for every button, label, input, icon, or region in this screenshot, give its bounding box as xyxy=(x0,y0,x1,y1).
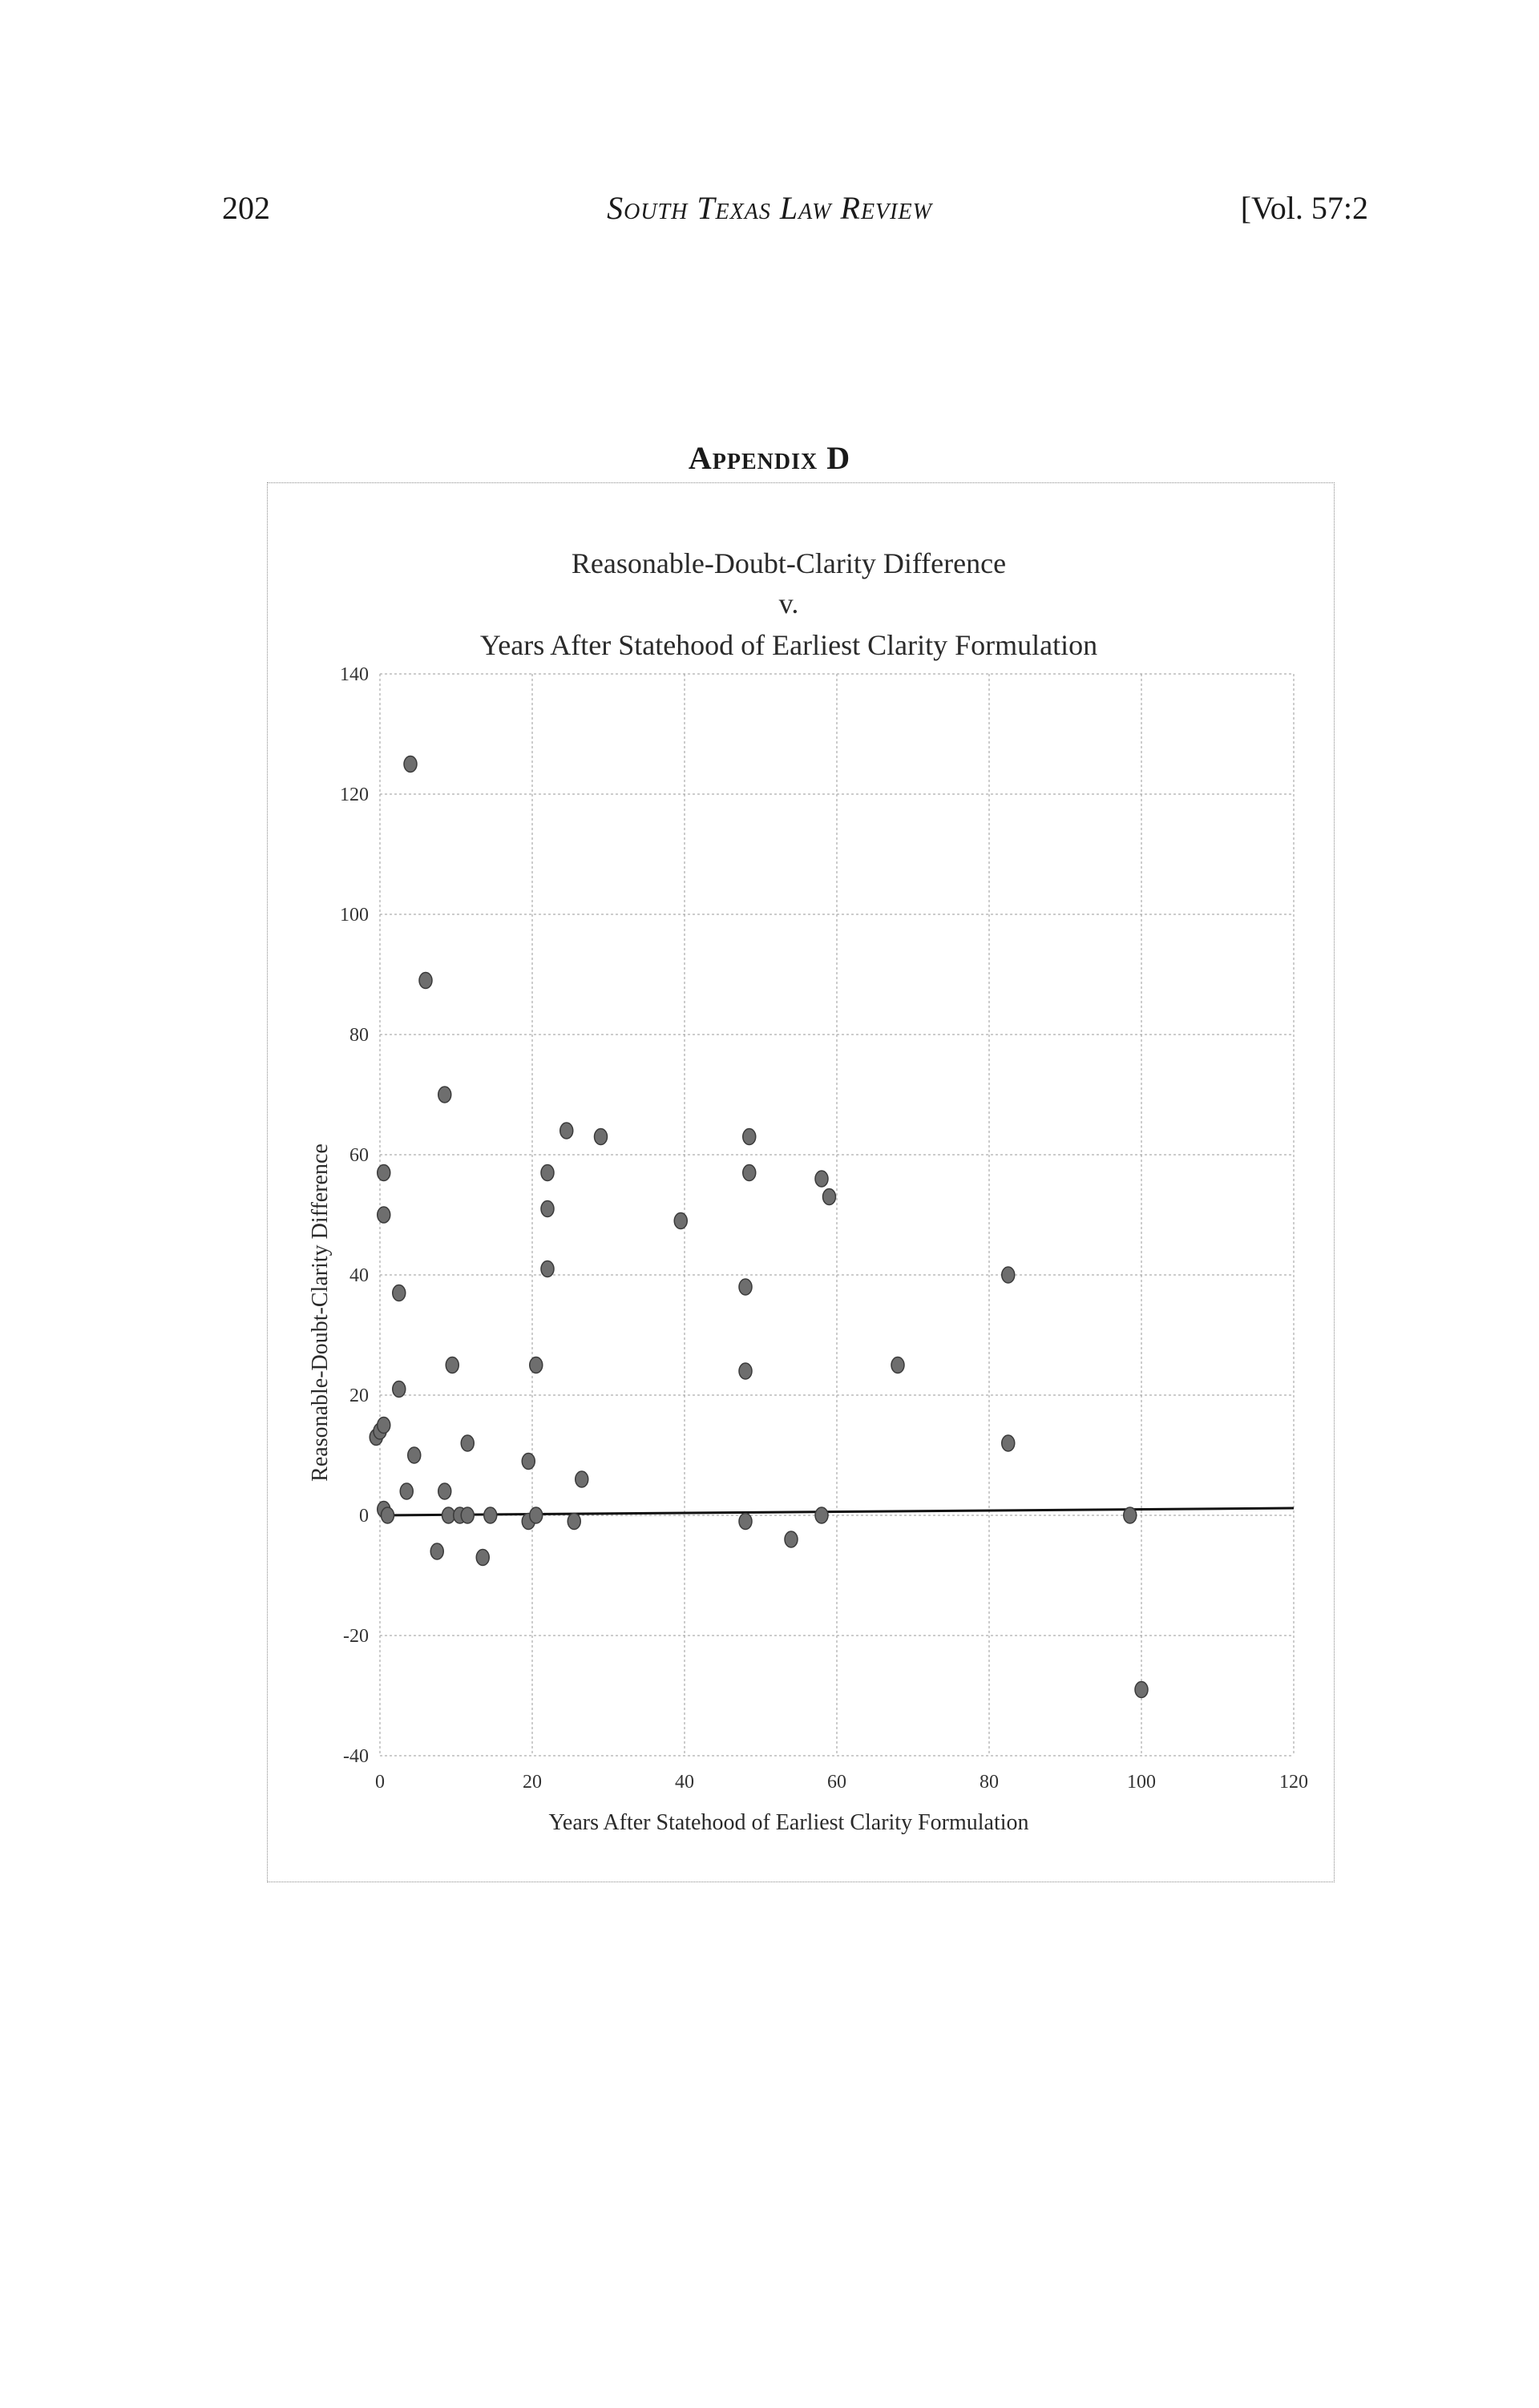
y-tick-label: -20 xyxy=(343,1626,369,1647)
page-number: 202 xyxy=(222,190,270,226)
running-header xyxy=(0,189,1539,237)
y-tick-label: 140 xyxy=(340,664,369,685)
data-point xyxy=(1002,1267,1015,1283)
data-point xyxy=(419,973,432,989)
chart-title-line-3: Years After Statehood of Earliest Clarity Formulation xyxy=(479,629,1098,661)
x-tick-label: 0 xyxy=(375,1772,385,1793)
journal-title: South Texas Law Review xyxy=(607,190,932,226)
data-point xyxy=(430,1543,443,1559)
data-point xyxy=(438,1087,451,1103)
data-point xyxy=(739,1514,752,1530)
scatter-chart xyxy=(268,483,1335,1883)
data-point xyxy=(743,1165,756,1181)
data-point xyxy=(393,1381,406,1398)
data-point xyxy=(891,1357,904,1373)
data-point xyxy=(1002,1435,1015,1451)
data-point xyxy=(404,756,417,772)
x-tick-label: 40 xyxy=(675,1772,694,1793)
data-point xyxy=(743,1129,756,1145)
trendline-layer xyxy=(380,1508,1294,1515)
volume-label: [Vol. 57:2 xyxy=(1240,190,1368,226)
data-point xyxy=(438,1483,451,1499)
data-point xyxy=(400,1483,413,1499)
data-point xyxy=(541,1165,554,1181)
data-point xyxy=(568,1514,580,1530)
y-axis-label: Reasonable-Doubt-Clarity Difference xyxy=(308,1143,333,1482)
data-point xyxy=(560,1123,573,1139)
x-tick-label: 80 xyxy=(980,1772,999,1793)
data-point xyxy=(382,1507,394,1523)
chart-title-line-2: v. xyxy=(778,587,799,619)
y-tick-label: 0 xyxy=(359,1506,369,1527)
y-tick-label: 20 xyxy=(349,1386,369,1406)
y-tick-label: 120 xyxy=(340,785,369,805)
chart-title xyxy=(480,547,1097,661)
chart-title-line-1: Reasonable-Doubt-Clarity Difference xyxy=(571,547,1007,579)
data-point xyxy=(576,1471,588,1487)
data-point xyxy=(461,1507,474,1523)
y-tick-label: 40 xyxy=(349,1265,369,1286)
x-tick-label: 100 xyxy=(1127,1772,1156,1793)
appendix-heading: Appendix D xyxy=(688,440,851,476)
data-point xyxy=(815,1507,828,1523)
chart-gridlines xyxy=(380,674,1294,1756)
x-tick-label: 60 xyxy=(827,1772,846,1793)
data-point xyxy=(530,1357,543,1373)
data-point xyxy=(408,1447,421,1463)
y-tick-label: 100 xyxy=(340,905,369,926)
tick-labels xyxy=(340,664,1308,1793)
x-axis-label: Years After Statehood of Earliest Clarity Formulation xyxy=(548,1810,1029,1835)
data-point xyxy=(378,1418,390,1434)
data-point xyxy=(378,1207,390,1223)
data-point xyxy=(739,1279,752,1295)
data-point xyxy=(378,1165,390,1181)
data-point xyxy=(595,1129,608,1145)
data-point xyxy=(541,1261,554,1277)
chart-frame xyxy=(267,482,1335,1882)
data-point xyxy=(476,1550,489,1566)
trendline xyxy=(380,1508,1294,1515)
data-point xyxy=(530,1507,543,1523)
data-points xyxy=(370,756,1148,1698)
data-point xyxy=(1135,1682,1148,1698)
x-tick-label: 120 xyxy=(1279,1772,1308,1793)
data-point xyxy=(393,1285,406,1301)
x-tick-label: 20 xyxy=(523,1772,542,1793)
y-tick-label: 60 xyxy=(349,1145,369,1166)
data-point xyxy=(785,1531,798,1547)
y-tick-label: 80 xyxy=(349,1025,369,1046)
data-point xyxy=(739,1363,752,1379)
data-point xyxy=(541,1201,554,1217)
data-point xyxy=(815,1171,828,1187)
data-point xyxy=(674,1213,687,1229)
data-point xyxy=(461,1435,474,1451)
data-point xyxy=(522,1454,535,1470)
data-point xyxy=(446,1357,458,1373)
data-point xyxy=(1124,1507,1137,1523)
data-point xyxy=(823,1189,836,1205)
data-point xyxy=(484,1507,497,1523)
y-tick-label: -40 xyxy=(343,1746,369,1767)
